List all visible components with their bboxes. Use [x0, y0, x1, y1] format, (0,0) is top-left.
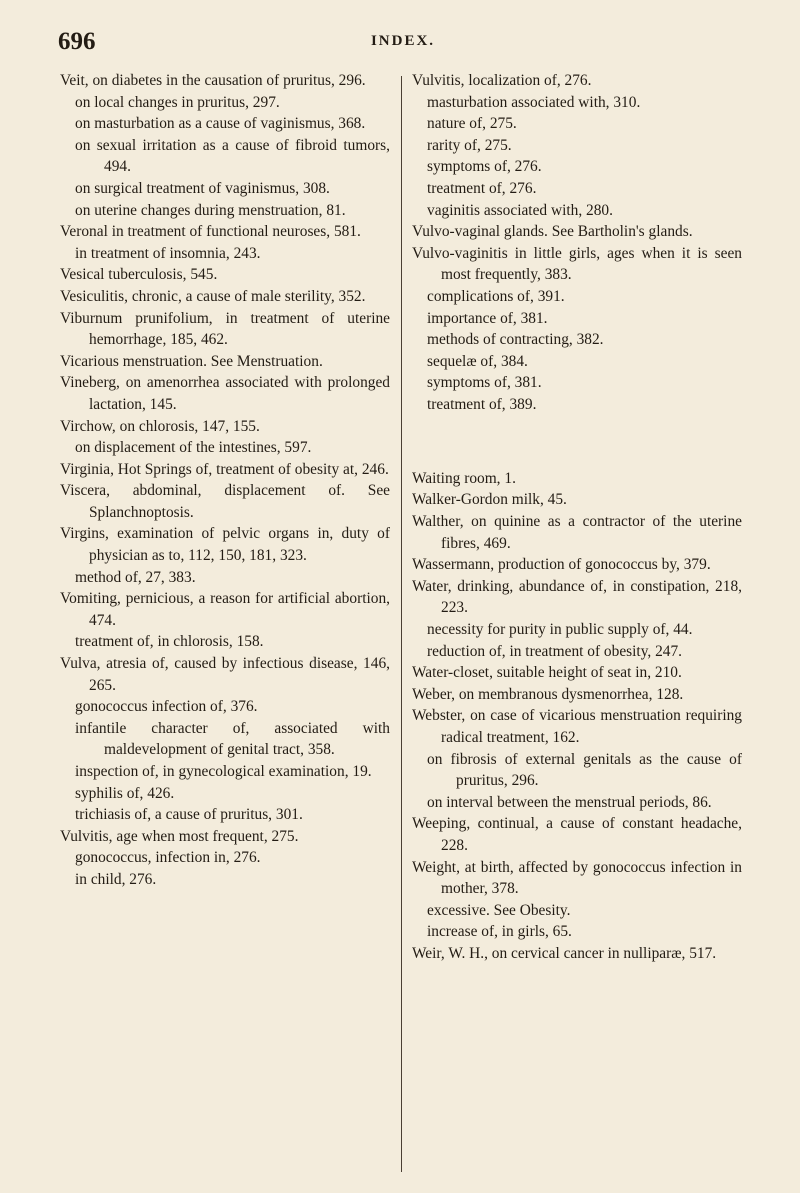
index-entry: Vulvitis, age when most frequent, 275. [60, 827, 299, 845]
index-entry: Vicarious menstruation. See Menstruation. [60, 352, 323, 370]
index-entry: Walker-Gordon milk, 45. [412, 491, 567, 509]
index-subentry: importance of, 381. [427, 309, 548, 327]
section-gap [412, 431, 742, 453]
page-header [58, 28, 748, 58]
index-entry: Water, drinking, abundance of, in constipation, 218, 223. [412, 577, 742, 617]
page-number: 696 [58, 28, 96, 55]
index-subentry: trichiasis of, a cause of pruritus, 301. [75, 806, 303, 824]
index-entry: Waiting room, 1. [412, 469, 516, 487]
index-subentry: complications of, 391. [427, 287, 565, 305]
index-subentry: on masturbation as a cause of vaginismus, 368. [75, 115, 366, 133]
index-subentry: on uterine changes during menstruation, 81. [75, 201, 346, 219]
index-columns [60, 70, 750, 1175]
index-subentry: reduction of, in treatment of obesity, 247. [427, 642, 683, 660]
index-entry: Vomiting, pernicious, a reason for artificial abortion, 474. [60, 590, 390, 629]
index-entry: Vulva, atresia of, caused by infectious disease, 146, 265. [60, 655, 390, 694]
index-subentry: sequelæ of, 384. [427, 352, 528, 370]
right-column [412, 70, 742, 965]
index-subentry: symptoms of, 381. [427, 374, 542, 392]
index-subentry: on local changes in pruritus, 297. [75, 93, 280, 111]
index-entry: Viscera, abdominal, displacement of. See Splanchnoptosis. [60, 482, 390, 521]
index-entry: Walther, on quinine as a contractor of the uterine fibres, 469. [412, 513, 742, 552]
index-subentry: treatment of, in chlorosis, 158. [75, 633, 264, 651]
index-subentry: nature of, 275. [427, 115, 517, 133]
index-subentry: syphilis of, 426. [75, 784, 175, 802]
index-entry: Weir, W. H., on cervical cancer in nulliparæ, 517. [412, 944, 717, 962]
index-entry: Weber, on membranous dysmenorrhea, 128. [412, 685, 684, 703]
index-entry: Vesical tuberculosis, 545. [60, 266, 218, 284]
index-entry: Webster, on case of vicarious menstruation requiring radical treatment, 162. [412, 707, 742, 746]
index-entry: Veit, on diabetes in the causation of pruritus, 296. [60, 72, 366, 89]
index-entry: Virchow, on chlorosis, 147, 155. [60, 417, 260, 435]
index-subentry: on fibrosis of external genitals as the cause of pruritus, 296. [427, 750, 742, 790]
index-subentry: excessive. See Obesity. [427, 901, 571, 919]
index-entry: Vulvo-vaginitis in little girls, ages when it is seen most frequently, 383. [412, 244, 742, 284]
index-entry: Vulvo-vaginal glands. See Bartholin's glands. [412, 223, 693, 241]
index-subentry: methods of contracting, 382. [427, 331, 604, 349]
index-entry: Water-closet, suitable height of seat in, 210. [412, 664, 682, 682]
index-entry: Vulvitis, localization of, 276. [412, 72, 592, 89]
index-subentry: symptoms of, 276. [427, 158, 542, 176]
running-title: INDEX. [370, 33, 436, 49]
index-entry: Veronal in treatment of functional neuroses, 581. [60, 223, 361, 241]
index-subentry: in treatment of insomnia, 243. [75, 244, 261, 262]
index-subentry: on sexual irritation as a cause of fibroid tumors, 494. [75, 136, 390, 176]
index-subentry: rarity of, 275. [427, 136, 512, 154]
index-entry: Viburnum prunifolium, in treatment of uterine hemorrhage, 185, 462. [60, 309, 390, 349]
index-subentry: gonococcus, infection in, 276. [75, 849, 261, 867]
index-subentry: treatment of, 276. [427, 179, 537, 197]
index-subentry: gonococcus infection of, 376. [75, 698, 258, 716]
index-entry: Weight, at birth, affected by gonococcus infection in mother, 378. [412, 858, 742, 898]
index-subentry: vaginitis associated with, 280. [427, 201, 613, 219]
index-subentry: on displacement of the intestines, 597. [75, 439, 312, 457]
index-subentry: on surgical treatment of vaginismus, 308. [75, 179, 330, 197]
index-subentry: necessity for purity in public supply of, 44. [427, 621, 693, 639]
index-subentry: inspection of, in gynecological examination, 19. [75, 763, 372, 780]
index-subentry: infantile character of, associated with maldevelopment of genital tract, 358. [75, 719, 390, 759]
index-subentry: on interval between the menstrual periods, 86. [427, 793, 712, 811]
index-subentry: masturbation associated with, 310. [427, 93, 641, 111]
index-subentry: increase of, in girls, 65. [427, 923, 572, 941]
left-column [60, 70, 390, 891]
index-entry: Vesiculitis, chronic, a cause of male sterility, 352. [60, 287, 366, 305]
index-entry: Wassermann, production of gonococcus by, 379. [412, 556, 711, 574]
index-entry: Weeping, continual, a cause of constant headache, 228. [412, 815, 742, 854]
index-subentry: treatment of, 389. [427, 395, 537, 413]
index-subentry: in child, 276. [75, 870, 157, 888]
index-entry: Virginia, Hot Springs of, treatment of obesity at, 246. [60, 460, 389, 478]
index-entry: Vineberg, on amenorrhea associated with prolonged lactation, 145. [60, 374, 390, 413]
index-entry: Virgins, examination of pelvic organs in, duty of physician as to, 112, 150, 181, 323. [60, 525, 390, 565]
column-divider [401, 76, 402, 1172]
index-subentry: method of, 27, 383. [75, 568, 196, 586]
